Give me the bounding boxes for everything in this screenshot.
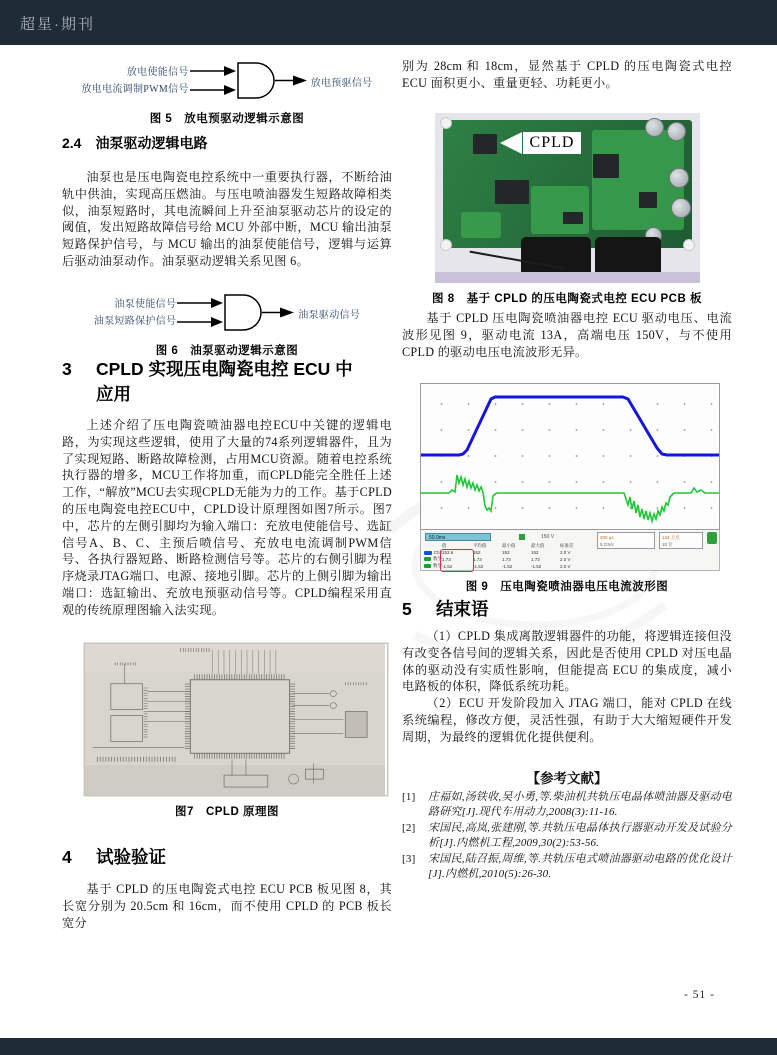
conclusion-paragraph-2: （2）ECU 开发阶段加入 JTAG 端口，能对 CPLD 在线系统编程，修改方便，灵活性强，有助于大大缩短硬件开发周期，为最终的逻辑优化提供便利。 xyxy=(402,696,732,744)
col-header: 标准差 xyxy=(560,543,574,549)
reference-item xyxy=(402,821,732,850)
fig7-caption: 图7 CPLD 原理图 xyxy=(175,806,279,818)
section-4-heading xyxy=(62,845,392,870)
cpld-photo-label: CPLD xyxy=(523,132,581,154)
fig7-schematic-photo xyxy=(84,643,388,796)
page-number: - 51 - xyxy=(684,989,715,1001)
reference-item xyxy=(402,790,732,819)
bit-depth: 10 位 xyxy=(662,542,673,547)
section-5-paragraphs xyxy=(402,628,732,746)
standoff xyxy=(440,117,452,129)
col-header: 最大值 xyxy=(531,543,545,549)
waveform-traces xyxy=(421,384,719,529)
table-row: 数学 1.73 1.73 1.73 1.73 2.0 V xyxy=(424,556,592,563)
continuation-paragraph: 别为 28cm 和 18cm，显然基于 CPLD 的压电陶瓷式电控 ECU 面积更小、重量更轻、功耗更小。 xyxy=(402,59,732,90)
col-header: 平均值 xyxy=(473,543,487,549)
section-3-heading xyxy=(62,357,392,407)
col-header: 值 xyxy=(442,543,447,549)
app-header-bar xyxy=(0,0,777,45)
figure-5 xyxy=(62,59,392,126)
table-row: 数学 -1.52 -1.52 -1.52 -1.52 2.0 V xyxy=(424,563,592,570)
fig5-output-label: 放电预驱信号 xyxy=(310,77,373,89)
cpld-pointer-arrow-icon xyxy=(500,132,522,154)
table-row: Ch2 153.6 152 152 152 2.0 V xyxy=(424,550,592,557)
reference-text: 宋国民,高岚,张建刚,等.共轨压电晶体执行器驱动开发及试验分析[J].内燃机工程,2009,30(2):53-56. xyxy=(428,822,732,849)
trigger-level: 150 V xyxy=(541,534,555,540)
scope-readout-strip xyxy=(420,530,720,571)
sample-interval: 200 μs xyxy=(600,535,614,540)
conclusion-paragraph-1: （1）CPLD 集成离散逻辑器件的功能，将逻辑连接但没有改变各信号间的逻辑关系，因此是否使用 CPLD 对压电晶体的驱动没有实质性影响，但能提高 ECU 的集成度，减小电路板的体积，降低系统功耗。 xyxy=(402,629,732,694)
references-list xyxy=(402,790,732,883)
fig8-pcb-photo xyxy=(435,113,700,283)
fig5-input-labels xyxy=(81,64,188,98)
figure-7 xyxy=(62,643,392,819)
fig5-gate-diagram xyxy=(62,59,392,103)
highlight-box xyxy=(440,549,474,572)
figure-8 xyxy=(402,113,732,306)
capacitor xyxy=(671,198,691,218)
app-footer-bar xyxy=(0,1038,777,1055)
record-info-box xyxy=(659,532,703,549)
fig9-oscilloscope xyxy=(420,383,720,571)
fig8-caption: 图 8 基于 CPLD 的压电陶瓷式电控 ECU PCB 板 xyxy=(432,293,702,305)
fig6-caption: 图 6 油泵驱动逻辑示意图 xyxy=(155,345,299,357)
right-column xyxy=(402,45,732,1038)
fig5-input2-label: 放电电流调制PWM信号 xyxy=(81,84,189,95)
fig6-input1-label: 油泵使能信号 xyxy=(114,299,177,310)
section-4-number: 4 xyxy=(62,847,72,867)
section-2-4-heading: 2.4 油泵驱动逻辑电路 xyxy=(62,135,208,151)
ic-chip xyxy=(495,180,529,204)
ic-chip xyxy=(593,154,619,178)
reference-text: 庄福如,汤铁收,吴小勇,等.柴油机共轨压电晶体喷油器及驱动电路研究[J].现代车用动力,2008(3):11-16. xyxy=(428,791,732,818)
and-gate-icon xyxy=(190,59,308,103)
fig6-output-label: 油泵驱动信号 xyxy=(298,309,361,321)
acquisition-info-box xyxy=(597,532,655,549)
pcb-bright-area xyxy=(531,186,589,234)
current-trace xyxy=(421,475,719,521)
fig9-caption: 图 9 压电陶瓷喷油器电压电流波形图 xyxy=(465,581,669,593)
left-column xyxy=(62,45,392,1038)
section-3-paragraph: 上述介绍了压电陶瓷喷油器电控ECU中关键的逻辑电路，为实现这些逻辑，使用了大量的74系列逻辑器件，且为了实现短路、断路故障检测，占用MCU资源。随着电控系统执行器的增多，MCU工作将加重，而CPLD能完全胜任上述工作，“解放”MCU去实现CPLD无能为力的工作。基于CPLD的压电陶瓷电控ECU中，CPLD设计原理图如图7所示。图7中，芯片的左侧引脚均为输入端口：充放电使能信号、选缸信号A、B、C、主预后喷信号、充放电电流调制PWM信号、各执行器短路、断路检测信号等。芯片的右侧引脚为程序烧录JTAG端口、电源、接地引脚。芯片的上侧引脚为输出端口：选缸输出、充放电预驱动信号等。CPLD编程采用直观的传统原理图输入法实现。 xyxy=(62,418,392,617)
figure-6 xyxy=(62,291,392,358)
pcb-bright-area xyxy=(461,212,501,238)
references-heading: 【参考文献】 xyxy=(526,771,608,786)
fig5-caption: 图 5 放电预驱动逻辑示意图 xyxy=(149,113,305,125)
figure-9 xyxy=(402,383,732,594)
capacitor xyxy=(667,122,686,141)
section-3-title: CPLD 实现压电陶瓷电控 ECU 中应用 xyxy=(96,359,353,404)
reference-number: [1] xyxy=(402,791,416,803)
standoff xyxy=(440,239,452,251)
fig5-input1-label: 放电使能信号 xyxy=(126,67,189,78)
cpld-schematic-drawing xyxy=(85,644,385,795)
section-5-title: 结束语 xyxy=(436,599,489,619)
col-header: 最小值 xyxy=(502,543,516,549)
section-3-number: 3 xyxy=(62,359,72,379)
reference-text: 宋国民,陆召振,周维,等.共轨压电式喷油器驱动电路的优化设计[J].内燃机,2010(5):26-30. xyxy=(428,853,732,880)
fig6-input2-label: 油泵短路保护信号 xyxy=(93,316,177,327)
fig6-input-labels xyxy=(94,296,176,330)
record-length: 134 万点 xyxy=(662,535,680,540)
table-edge xyxy=(435,272,700,283)
reference-number: [2] xyxy=(402,822,416,834)
reference-item xyxy=(402,852,732,881)
and-gate-icon xyxy=(177,291,295,335)
cpld-chip xyxy=(473,134,497,154)
section-2-4-paragraph: 油泵也是压电陶瓷电控系统中一重要执行器，不断给油轨中供油，实现高压燃油。与压电喷油器发生短路故障相类似，油泵短路时，其电流瞬间上升至油泵驱动芯片的设定的阈值，发出短路故障信号给 MCU 外部中断，MCU 输出油泵短路保护信号，与 MCU 输出的油泵使能信号，逻辑与运算后驱动油泵动作。油泵驱动逻辑关系见图 6。 xyxy=(62,170,392,268)
ic-chip xyxy=(563,212,583,224)
timebase-chip: 50.0ms xyxy=(425,533,491,541)
standoff xyxy=(683,239,695,251)
voltage-trace xyxy=(421,397,719,455)
section-5-number: 5 xyxy=(402,599,412,619)
reference-number: [3] xyxy=(402,853,416,865)
fig6-gate-diagram xyxy=(62,291,392,335)
scope-screen xyxy=(420,383,720,530)
fig9-intro-paragraph: 基于 CPLD 压电陶瓷喷油器电控 ECU 驱动电压、电流波形见图 9，驱动电流 13A，高端电压 150V，与不使用 CPLD 的驱动电压电流波形无异。 xyxy=(402,311,732,359)
section-5-heading xyxy=(402,597,732,622)
capacitor xyxy=(645,118,664,137)
section-4-title: 试验验证 xyxy=(96,847,166,867)
pcb-board xyxy=(443,120,692,248)
app-brand-logo: 超星·期刊 xyxy=(20,16,95,33)
ic-chip xyxy=(639,192,657,208)
channel-indicator xyxy=(519,534,525,540)
capacitor xyxy=(669,168,689,188)
run-indicator xyxy=(707,532,717,544)
sample-rate: 5 GS/s xyxy=(600,542,614,547)
section-4-paragraph: 基于 CPLD 的压电陶瓷式电控 ECU PCB 板见图 8，其长宽分别为 20.5cm 和 16cm，而不使用 CPLD 的 PCB 板长宽分 xyxy=(62,882,392,930)
